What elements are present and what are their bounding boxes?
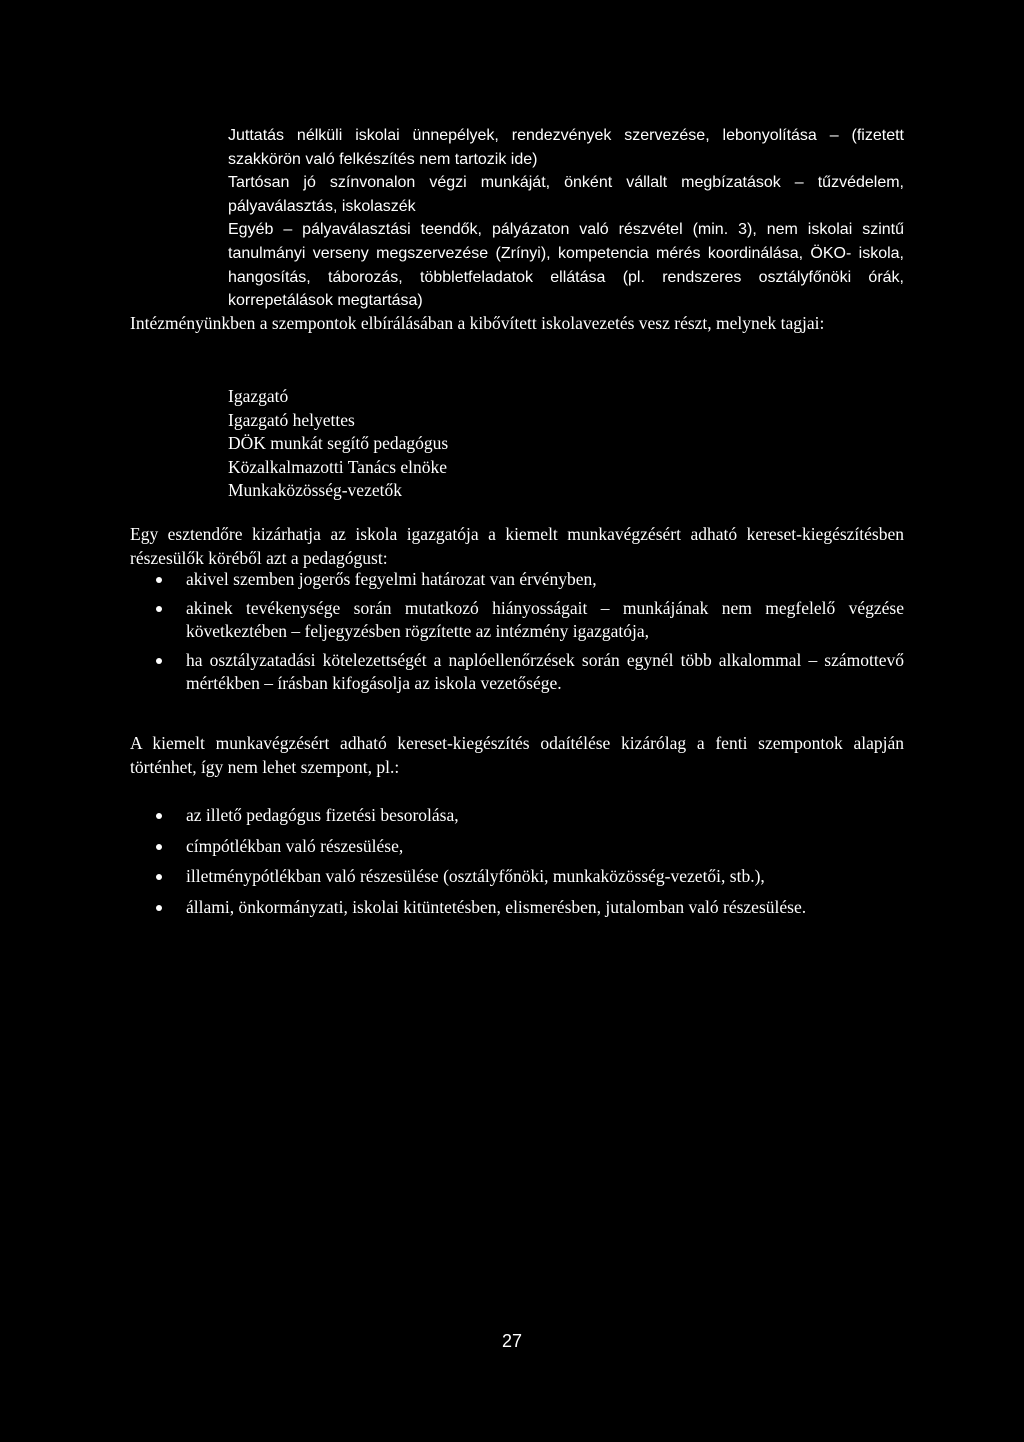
bullet-icon [156, 606, 162, 612]
member-item: Közalkalmazotti Tanács elnöke [228, 456, 448, 477]
intro-paragraph: Intézményünkben a szempontok elbírálásában a kibővített iskolavezetés vesz részt, melynek tagjai: [130, 313, 825, 333]
list-item-text: illetménypótlékban való részesülése (osztályfőnöki, munkaközösség-vezetői, stb.), [186, 866, 765, 887]
list-item-text: az illető pedagógus fizetési besorolása, [186, 805, 459, 825]
criteria-item: Juttatás nélküli iskolai ünnepélyek, rendezvények szervezése, lebonyolítása – (fizetett szakkörön való felkészítés nem tartozik ide) [228, 127, 904, 168]
member-item: Igazgató [228, 386, 289, 406]
list-item-text: címpótlékban való részesülése, [186, 835, 404, 856]
list-item [130, 568, 904, 592]
list-item-text: ha osztályzatadási kötelezettségét a naplóellenőrzések során egynél több alkalommal – számottevő mértékben – írásban kifogásolja az iskola vezetősége. [186, 649, 904, 694]
committee-members-list [228, 385, 448, 503]
bullet-icon [156, 905, 162, 911]
list-item-text: akinek tevékenysége során mutatkozó hiányosságait – munkájának nem megfelelő végzése következtében – feljegyzésben rögzítette az intézmény igazgatója, [186, 597, 904, 642]
basis-paragraph: A kiemelt munkavégzésért adható kereset-kiegészítés odaítélése kizárólag a fenti szempontok alapján történhet, így nem lehet szempont, pl.: [130, 733, 904, 777]
bullet-icon [156, 874, 162, 880]
continued-criteria-block [228, 124, 904, 313]
member-item: Munkaközösség-vezetők [228, 480, 402, 501]
page-number: 27 [501, 1331, 523, 1351]
criteria-item: Egyéb – pályaválasztási teendők, pályázaton való részvétel (min. 3), nem iskolai szintű tanulmányi verseny megszervezése (Zrínyi), kompetencia mérés koordinálása, ÖKO- iskola, hangosítás, táborozás, többletfeladatok ellátása (pl. rendszeres osztályfőnöki órák, korrepetálások megtartása) [228, 221, 904, 310]
bullet-icon [156, 844, 162, 850]
list-item [130, 649, 904, 696]
member-item: DÖK munkát segítő pedagógus [228, 433, 449, 454]
list-item [130, 896, 904, 920]
list-item-text: állami, önkormányzati, iskolai kitüntetésben, elismerésben, jutalomban való részesülése. [186, 896, 807, 917]
member-item: Igazgató helyettes [228, 409, 355, 430]
exclusion-list [130, 568, 904, 701]
bullet-icon [156, 658, 162, 664]
exclusion-paragraph: Egy esztendőre kizárhatja az iskola igazgatója a kiemelt munkavégzésért adható kereset-kiegészítésben részesülők köréből azt a pedagógust: [130, 524, 904, 568]
bullet-icon [156, 577, 162, 583]
list-item [130, 597, 904, 644]
bullet-icon [156, 813, 162, 819]
list-item-text: akivel szemben jogerős fegyelmi határozat van érvényben, [186, 569, 597, 589]
list-item [130, 804, 904, 828]
list-item [130, 835, 904, 859]
criteria-item: Tartósan jó színvonalon végzi munkáját, önként vállalt megbízatások – tűzvédelem, pályaválasztás, iskolaszék [228, 174, 904, 215]
not-criteria-list [130, 804, 904, 926]
list-item [130, 865, 904, 889]
